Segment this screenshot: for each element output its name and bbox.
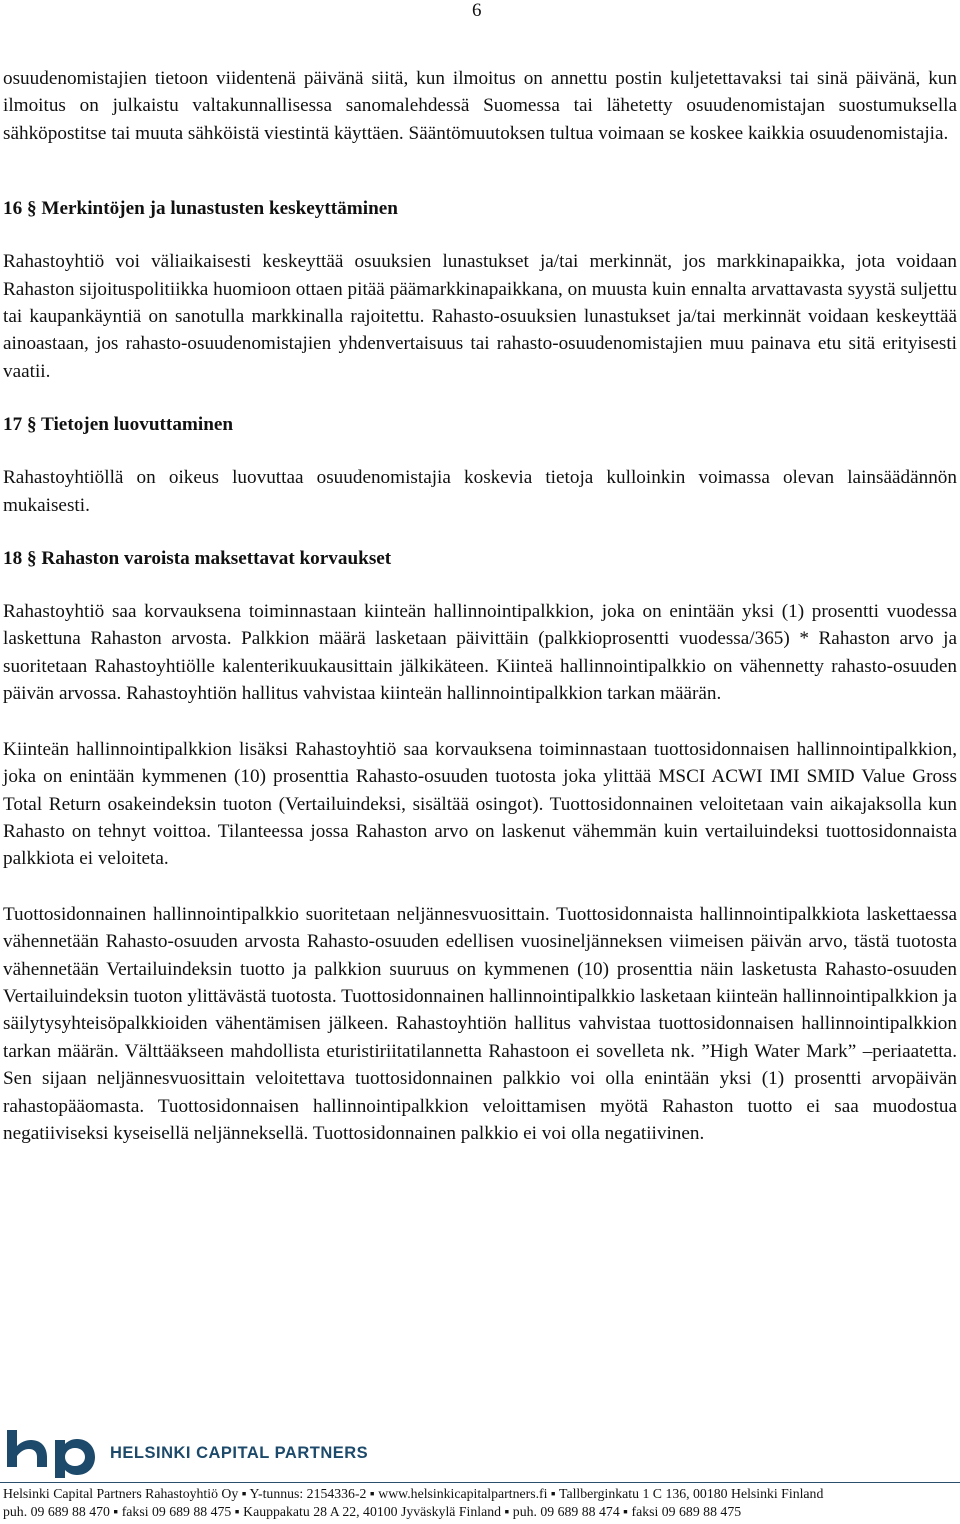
section-paragraph: Tuottosidonnainen hallinnointipalkkio suoritetaan neljännesvuosittain. Tuottosidonnaista hallinnointipalkkiota laskettaessa vähennetään Rahasto-osuuden arvosta Rahasto-osuuden edellisen vuosineljänneksen viimeisen päivän arvo, tästä tuotosta vähennetään Vertailuindeksin tuotto ja palkkion suuruus on kymmenen (10) prosenttia näin lasketusta Rahasto-osuuden Vertailuindeksin tuoton ylittävästä tuotosta. Tuottosidonnainen hallinnointipalkkio lasketaan kiinteän hallinnointipalkkion ja säilytysyhteisöpalkkioiden vähentämisen jälkeen. Rahastoyhtiön hallitus vahvistaa tuottosidonnaisen hallinnointipalkkion tarkan määrän. Välttääkseen mahdollista eturistiriitatilannetta Rahastoon ei sovelleta nk. ”High Water Mark” –periaatetta. Sen sijaan neljännesvuosittain veloitettava tuottosidonnainen palkkio voi olla enintään yksi (1) prosentti arvopäivän rahastopääomasta. Tuottosidonnaisen hallinnointipalkkion veloittamisen myötä Rahaston tuotto ei saa muodostua negatiiviseksi kyseisellä neljänneksellä. Tuottosidonnainen palkkio ei voi olla negatiivinen. [3, 903, 957, 1144]
section-16 [3, 195, 957, 385]
section-18 [3, 545, 957, 1147]
section-heading: 18 § Rahaston varoista maksettavat korvaukset [3, 548, 392, 570]
brand-name: HELSINKI CAPITAL PARTNERS [110, 1444, 369, 1462]
section-heading: 17 § Tietojen luovuttaminen [3, 414, 234, 436]
section-heading: 16 § Merkintöjen ja lunastusten keskeyttäminen [3, 198, 398, 220]
hcp-logo-icon [5, 1428, 101, 1480]
intro-paragraph: osuudenomistajien tietoon viidentenä päivänä siitä, kun ilmoitus on annettu postin kuljetettavaksi tai sinä päivänä, kun ilmoitus on julkaistu valtakunnallisessa sanomalehdessä Suomessa tai lähetetty osuudenomistajan suostumuksella sähköpostitse tai muuta sähköistä viestintä käyttäen. Sääntömuutoksen tultua voimaan se koskee kaikkia osuudenomistajia. [3, 68, 957, 144]
document-body [3, 65, 957, 1147]
section-paragraph: Rahastoyhtiö saa korvauksena toiminnastaan kiinteän hallinnointipalkkion, joka on enintään yksi (1) prosentti vuodessa laskettuna Rahaston arvosta. Palkkion määrä lasketaan päivittäin (palkkioprosentti vuodessa/365) * Rahaston arvo ja suoritetaan Rahastoyhtiölle kalenterikuukausittain jälkikäteen. Kiinteä hallinnointipalkkio on vähennetty rahasto-osuuden päivän arvossa. Rahastoyhtiön hallitus vahvistaa kiinteän hallinnointipalkkion tarkan määrän. [3, 601, 957, 705]
footer-address-line: Helsinki Capital Partners Rahastoyhtiö Oy ▪ Y-tunnus: 2154336-2 ▪ www.helsinkicapitalpartners.fi ▪ Tallberginkatu 1 C 136, 00180 Helsinki Finland [3, 1486, 824, 1501]
footer-divider [0, 1482, 960, 1483]
section-paragraph: Rahastoyhtiöllä on oikeus luovuttaa osuudenomistajia koskevia tietoja kulloinkin voimassa olevan lainsäädännön mukaisesti. [3, 467, 957, 516]
section-paragraph: Kiinteän hallinnointipalkkion lisäksi Rahastoyhtiö saa korvauksena toiminnastaan tuottosidonnaisen hallinnointipalkkion, joka on enintään kymmenen (10) prosenttia Rahasto-osuuden tuotosta joka ylittää MSCI ACWI IMI SMID Value Gross Total Return osakeindeksin tuoton (Vertailuindeksi, sisältää osingot). Tuottosidonnainen veloitetaan vain aikajaksolla kun Rahasto on tehnyt voittoa. Tilanteessa jossa Rahaston arvo on laskenut vähemmän kuin vertailuindeksi tuottosidonnaista palkkiota ei veloiteta. [3, 738, 957, 870]
page-number: 6 [472, 0, 482, 21]
footer-contact-line: puh. 09 689 88 470 ▪ faksi 09 689 88 475 ▪ Kauppakatu 28 A 22, 40100 Jyväskylä Finland ▪ puh. 09 689 88 474 ▪ faksi 09 689 88 475 [3, 1504, 742, 1519]
section-17 [3, 411, 957, 519]
section-paragraph: Rahastoyhtiö voi väliaikaisesti keskeyttää osuuksien lunastukset ja/tai merkinnät, jos markkinapaikka, jota voidaan Rahaston sijoituspolitiikka huomioon ottaen pitää päämarkkinapaikkana, on muusta kuin ennalta arvattavasta syystä suljettu tai kaupankäyntiä on sanotulla markkinalla rajoitettu. Rahasto-osuuksien lunastukset ja/tai merkinnät voidaan keskeyttää ainoastaan, jos rahasto-osuudenomistajien yhdenvertaisuus tai rahasto-osuudenomistajien muu painava etu sitä erityisesti vaatii. [3, 251, 957, 382]
